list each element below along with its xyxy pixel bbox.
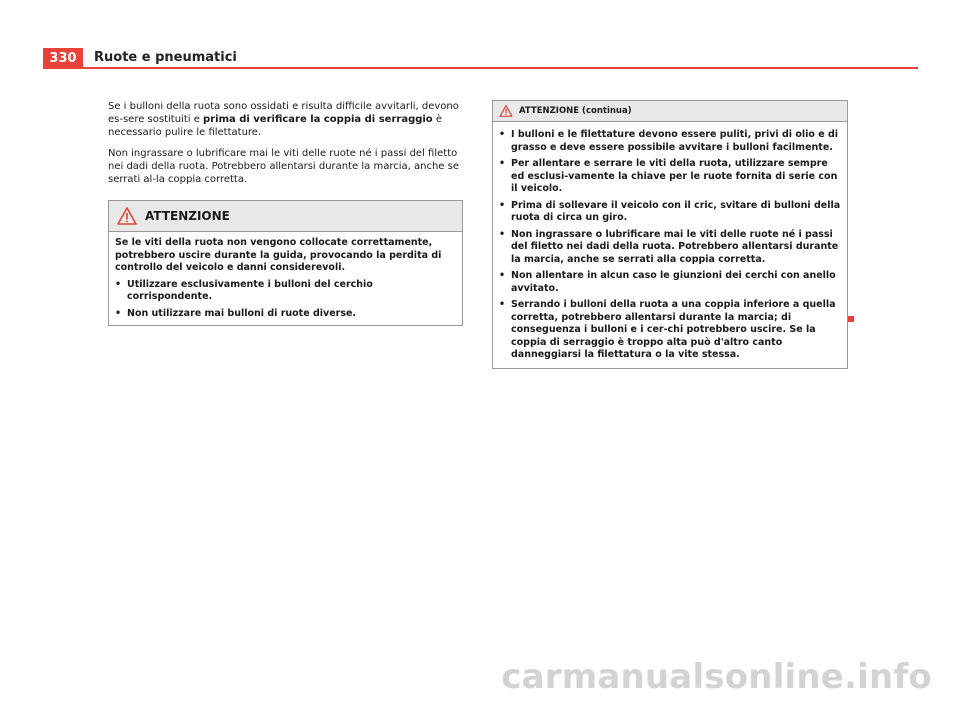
paragraph-1: Se i bulloni della ruota sono ossidati e risulta difficile avvitarli, devono es-sere sostituiti e prima di verificare la coppia di serraggio è necessario pulire le filettature.: [108, 101, 459, 138]
warning-triangle-icon: [117, 207, 137, 225]
warning-box: [108, 200, 463, 326]
paragraph-2: Non ingrassare o lubrificare mai le viti delle ruote né i passi del filetto nei dadi della ruota. Potrebbero allentarsi durante la marcia, anche se serrati al-la coppia corretta.: [108, 148, 459, 185]
list-item: • Utilizzare esclusivamente i bulloni del cerchio corrispondente.: [115, 278, 373, 302]
warning-body: [109, 232, 462, 325]
warning-triangle-icon: [499, 105, 513, 117]
list-item: • Non ingrassare o lubrificare mai le viti delle ruote né i passi del filetto nei dadi della ruota. Potrebbero allentarsi durante la marcia, anche se serrati alla coppia corretta.: [499, 228, 839, 265]
warning-continued-header: [493, 101, 847, 122]
section-end-icon: [848, 316, 854, 322]
warning-title: ATTENZIONE: [145, 208, 230, 223]
left-column: [108, 100, 463, 326]
list-item: • I bulloni e le filettature devono essere puliti, privi di olio e di grasso e deve essere possibile avvitare i bulloni facilmente.: [499, 129, 839, 153]
page-number: 330: [43, 48, 83, 68]
warning-header: [109, 201, 462, 232]
header-rule: [43, 67, 918, 69]
chapter-title: Ruote e pneumatici: [94, 50, 237, 65]
list-item: • Non allentare in alcun caso le giunzioni dei cerchi con anello avvitato.: [499, 270, 836, 294]
warning-continued-body: [493, 122, 847, 368]
watermark: carmanualsonline.info: [501, 657, 932, 697]
warning-continued-title: ATTENZIONE (continua): [519, 105, 632, 116]
list-item: • Non utilizzare mai bulloni di ruote diverse.: [115, 307, 357, 319]
list-item: • Per allentare e serrare le viti della ruota, utilizzare sempre ed esclusi-vamente la chiave per le ruote fornita di serie con il veicolo.: [499, 158, 838, 194]
list-item: • Serrando i bulloni della ruota a una coppia inferiore a quella corretta, potrebbero allentarsi durante la marcia; di conseguenza i bulloni e i cer-chi potrebbero uscire. Se la coppia di serraggio è troppo alta può d'altro canto danneggiarsi la filettatura o la vite stessa.: [499, 299, 836, 360]
warning-intro: Se le viti della ruota non vengono collocate correttamente, potrebbero uscire durante la guida, provocando la perdita di controllo del veicolo e danni considerevoli.: [115, 237, 442, 273]
list-item: • Prima di sollevare il veicolo con il cric, svitare di bulloni della ruota di circa un giro.: [499, 199, 841, 223]
warning-continued-box: [492, 100, 848, 369]
